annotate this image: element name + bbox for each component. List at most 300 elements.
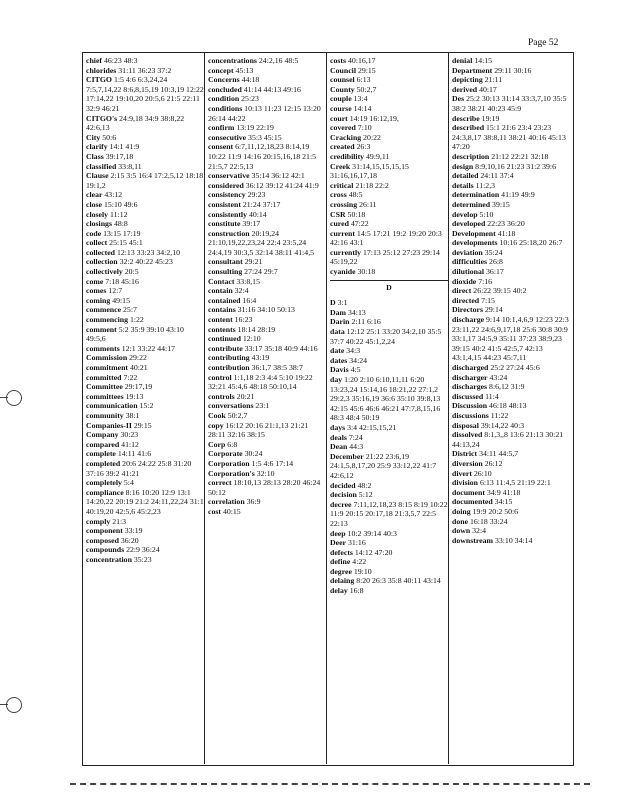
index-term: Dean (330, 442, 348, 452)
index-entry (208, 421, 326, 440)
index-term: doing (452, 506, 471, 516)
index-term: detailed (452, 171, 479, 181)
index-entry (86, 267, 204, 277)
index-entry (86, 277, 204, 287)
index-entry (330, 298, 448, 308)
index-refs: 19:19 (479, 113, 500, 123)
index-entry (208, 171, 326, 181)
index-term: depicting (452, 75, 483, 85)
index-refs: 33:8,11 (116, 161, 142, 171)
index-entry (86, 421, 204, 431)
index-refs: 36:20 (118, 535, 139, 545)
index-term: compliance (86, 487, 124, 497)
index-term: Companies-II (86, 420, 132, 430)
index-term: chlorides (86, 65, 117, 75)
index-refs: 1:20 2:10 6:10,11,11 6:20 13:23,24 15:14,16 18:21,22 27:1,2 29:2,3 35:16,19 36:6 35:10 39:8,13 42:15 45:6 46:6 46:21 47:7,8,15,16 48:3 48:4 50:19 (330, 375, 441, 423)
index-term: discharges (452, 382, 488, 392)
index-entry (86, 248, 204, 258)
index-refs: 46:23 48:3 (102, 56, 138, 65)
index-entry (86, 536, 204, 546)
index-entry (330, 356, 448, 366)
index-refs: 19:10 (351, 566, 372, 576)
index-refs: 48:8 (112, 219, 128, 229)
index-refs: 5:12 (356, 490, 373, 500)
index-entry (330, 190, 448, 200)
index-refs: 48:5 (346, 190, 363, 200)
index-entry (330, 85, 448, 95)
index-refs: 34:9 41:18 (484, 487, 521, 497)
index-term: diversion (452, 458, 483, 468)
index-refs: 26:12 (482, 458, 503, 468)
index-entry (208, 497, 326, 507)
index-term: Class (86, 151, 104, 161)
index-refs: 38:1 (123, 410, 140, 420)
index-refs: 20:19,24 21:10,19,22,23,24 22:4 23:5,24 24:4,19 30:3,5 32:14 38:11 41:4,5 (208, 228, 315, 257)
index-entry (452, 56, 570, 66)
index-term: define (330, 557, 351, 567)
index-entry (330, 267, 448, 277)
index-refs: 22:23 36:20 (485, 219, 525, 229)
index-entry (86, 152, 204, 162)
index-entry (208, 200, 326, 210)
index-refs: 30:18 (355, 267, 376, 277)
index-term: contain (208, 286, 233, 296)
index-term: decree (330, 499, 352, 509)
index-refs: 31:14,15,15,15,15 31:16,16,17,18 (330, 161, 409, 181)
index-entry (86, 171, 204, 190)
index-entry (208, 411, 326, 421)
index-entry (452, 449, 570, 459)
index-term: contains (208, 305, 236, 315)
index-term: correct (208, 478, 232, 488)
index-term: days (330, 422, 346, 432)
index-entry (452, 94, 570, 113)
index-entry (208, 181, 326, 191)
index-refs: 20:6 24:22 25:8 31:20 37:16 39:2 41:21 (86, 458, 192, 478)
index-refs: 10:2 39:14 40:3 (345, 528, 397, 538)
index-refs: 14:19 16:12,19, (347, 113, 399, 123)
index-term: Council (330, 65, 356, 75)
index-term: document (452, 487, 485, 497)
index-entry (330, 500, 448, 529)
index-refs: 14:15 (472, 56, 493, 65)
index-refs: 40:15 (221, 506, 241, 516)
index-entry (330, 219, 448, 229)
index-entry (208, 229, 326, 258)
index-entry (330, 433, 448, 443)
index-refs: 26:11 (357, 199, 377, 209)
index-term: Corporate (208, 449, 243, 459)
index-term: closings (86, 219, 112, 229)
index-entry (86, 315, 204, 325)
index-entry (330, 66, 448, 76)
index-term: contribution (208, 363, 250, 372)
index-term: component (86, 526, 123, 536)
index-entry (330, 200, 448, 210)
index-term: contributing (208, 353, 250, 363)
index-entry (86, 478, 204, 488)
index-entry (330, 94, 448, 104)
index-term: developments (452, 238, 498, 248)
index-refs: 10:13 11:23 12:15 13:20 26:14 44:22 (208, 103, 321, 123)
index-entry (208, 123, 326, 133)
index-refs: 46:18 48:13 (487, 401, 527, 411)
index-term: condition (208, 94, 240, 104)
index-entry (86, 344, 204, 354)
index-term: Corporation (208, 458, 250, 468)
index-refs: 5:2 35:9 39:10 43:10 49:5,6 (86, 324, 184, 344)
index-refs: 50:6 (100, 132, 117, 142)
index-entry (330, 152, 448, 162)
index-term: Dam (330, 307, 347, 317)
index-refs: 36:17 (484, 267, 504, 277)
index-entry (208, 75, 326, 85)
index-entry (330, 327, 448, 346)
index-refs: 20:22 (361, 132, 381, 142)
index-term: Creek (330, 161, 351, 171)
index-entry (86, 430, 204, 440)
index-term: Cook (208, 410, 226, 420)
index-entry (208, 56, 326, 66)
index-entry (86, 200, 204, 210)
index-refs: 48:2 (355, 480, 372, 490)
index-entry (208, 315, 326, 325)
index-term: complete (86, 449, 116, 459)
index-term: division (452, 478, 479, 488)
index-term: consulting (208, 267, 243, 277)
index-refs: 10:16 25:18,20 26:7 (497, 238, 563, 248)
index-term: confirm (208, 123, 235, 133)
index-entry (452, 363, 570, 373)
index-refs: 19:13 (123, 391, 144, 401)
index-refs: 25:2 30:13 31:14 33:3,7,10 35:5 38:2 38:21 40:23 45:9 (452, 94, 567, 113)
index-entry (208, 305, 326, 315)
index-entry (330, 162, 448, 181)
index-refs: 14:1 41:9 (107, 142, 140, 152)
index-entry (330, 423, 448, 433)
index-entry (330, 548, 448, 558)
index-entry (452, 507, 570, 517)
index-entry (452, 315, 570, 363)
index-term: cross (330, 190, 347, 200)
index-refs: 25:23 (239, 94, 259, 104)
column-divider (326, 52, 327, 764)
index-term: close (86, 199, 103, 209)
index-refs: 13:15 17:19 (101, 228, 141, 238)
index-refs: 50:2,7 (225, 410, 248, 420)
index-term: compounds (86, 545, 125, 555)
index-refs: 7:10 (355, 123, 372, 133)
index-term: Deer (330, 538, 347, 548)
index-term: Corp (208, 439, 226, 449)
index-entry (208, 459, 326, 469)
index-entry (86, 133, 204, 143)
index-entry (208, 85, 326, 95)
index-entry (452, 123, 570, 152)
index-refs: 34:11 44:5,7 (477, 449, 519, 459)
index-term: clear (86, 190, 103, 200)
index-entry (86, 305, 204, 315)
index-entry (330, 442, 448, 452)
index-entry (208, 449, 326, 459)
index-term: control (208, 372, 232, 382)
index-term: description (452, 151, 490, 161)
index-term: conservative (208, 171, 250, 181)
index-refs: 24:2,16 48:5 (256, 56, 299, 65)
index-term: construction (208, 228, 250, 238)
index-term: described (452, 123, 485, 133)
index-refs: 5:4 (121, 478, 134, 488)
index-entry (452, 382, 570, 392)
index-term: downstream (452, 535, 494, 545)
index-entry (330, 529, 448, 539)
index-term: done (452, 516, 469, 526)
index-term: Cracking (330, 132, 362, 142)
hole-punch (6, 390, 22, 406)
index-term: describe (452, 113, 480, 123)
index-refs: 18:10,13 28:13 28:20 46:24 50:12 (208, 478, 321, 497)
index-refs: 36:9 (244, 497, 261, 507)
index-refs: 33:8,15 (234, 276, 260, 286)
index-entry (452, 411, 570, 421)
index-term: defects (330, 547, 353, 557)
index-refs: 43:12 (102, 190, 123, 200)
index-term: derived (452, 84, 478, 94)
index-term: Commission (86, 353, 128, 363)
index-term: December (330, 451, 364, 461)
index-entry (86, 555, 204, 565)
index-term: discharger (452, 372, 488, 382)
index-entry (208, 142, 326, 171)
index-entry (208, 277, 326, 287)
index-entry (330, 142, 448, 152)
index-entry (86, 257, 204, 267)
index-term: discussions (452, 410, 489, 420)
index-term: discharged (452, 363, 489, 372)
index-term: discussed (452, 391, 484, 401)
index-refs: 7:24 (346, 432, 363, 442)
index-term: Contact (208, 276, 235, 286)
index-refs: 29:11 30:16 (492, 65, 532, 75)
index-term: content (208, 315, 233, 325)
index-term: dilutional (452, 267, 485, 277)
index-entry (208, 353, 326, 363)
index-entry (452, 190, 570, 200)
index-entry (208, 344, 326, 354)
index-entry (452, 401, 570, 411)
index-refs: 21:11 (482, 75, 503, 85)
index-column-4 (452, 56, 570, 758)
index-entry (208, 507, 326, 517)
index-refs: 39:14,22 40:3 (478, 420, 525, 430)
index-refs: 15:1 21:6 23:4 23:23 24:3,8,17 38:8,11 38:21 40:16 45:13 47:20 (452, 123, 566, 152)
index-refs: 8:1,3,,8 13:6 21:13 30:21 44:13,24 (452, 430, 564, 449)
index-term: commencing (86, 315, 129, 325)
index-refs: 50:2,7 (354, 84, 377, 94)
index-refs: 14:5 17:21 19:2 19:20 20:3 42:16 43:1 (330, 228, 442, 248)
index-term: Clause (86, 171, 109, 181)
index-refs: 23:1 (253, 401, 270, 411)
index-entry (452, 286, 570, 296)
index-entry (452, 152, 570, 162)
index-refs: 25:7 (121, 305, 137, 315)
index-refs: 41:14 44:13 49:16 (241, 84, 301, 94)
index-entry (86, 229, 204, 239)
index-entry (330, 481, 448, 491)
index-refs: 4:22 (350, 557, 367, 567)
index-entry (452, 296, 570, 306)
index-term: Department (452, 65, 493, 75)
index-entry (208, 133, 326, 143)
index-entry (86, 382, 204, 392)
index-term: commence (86, 305, 122, 315)
index-term: degree (330, 566, 352, 576)
index-entry (86, 238, 204, 248)
index-term: court (330, 113, 348, 123)
index-refs: 13:4 (351, 94, 368, 104)
index-refs: 14:14 (351, 103, 372, 113)
index-term: controls (208, 391, 235, 401)
index-refs: 40:17 (477, 84, 497, 94)
index-term: continued (208, 334, 241, 344)
index-entry (330, 567, 448, 577)
index-refs: 32:2 40:22 45:23 (117, 257, 173, 267)
index-term: conditions (208, 103, 243, 113)
index-entry (452, 257, 570, 267)
index-refs: 16:12 20:16 21:1,13 21:21 28:11 32:16 38:15 (208, 420, 309, 440)
index-entry (208, 469, 326, 479)
index-refs: 7:16 (476, 276, 493, 286)
index-entry (86, 162, 204, 172)
index-entry (330, 576, 448, 586)
index-refs: 21:3 (110, 516, 127, 526)
index-entry (330, 123, 448, 133)
index-entry (86, 449, 204, 459)
index-term: cost (208, 506, 221, 516)
index-entry (208, 478, 326, 497)
index-refs: 39:15 (490, 199, 510, 209)
index-refs: 6:7,11,12,18,23 8:14,19 10:22 11:9 14:16 20:15,16,18 21:5 21:5,7 22:5,13 (208, 142, 317, 171)
index-entry (330, 375, 448, 423)
index-entry (452, 267, 570, 277)
index-refs: 34:3 (344, 346, 361, 356)
index-entry (208, 401, 326, 411)
margin-tick (0, 704, 8, 705)
index-refs: 12:13 33:23 34:2,10 (115, 247, 180, 257)
index-refs: 5:10 (477, 209, 494, 219)
index-refs: 7:11,12,18,23 8:15 8:19 10:22 11:9 20:15 20:17,18 21:3,5,7 22:5 22:13 (330, 499, 448, 528)
index-term: covered (330, 123, 356, 133)
index-term: current (330, 228, 355, 238)
index-term: code (86, 228, 102, 238)
index-entry (330, 586, 448, 596)
index-term: classified (86, 161, 117, 171)
index-entry (330, 346, 448, 356)
index-refs: 14:12 47:20 (352, 547, 393, 557)
index-refs: 25:2 27:24 45:6 (488, 363, 540, 372)
index-refs: 34:24 (347, 355, 368, 365)
index-term: community (86, 410, 124, 420)
index-refs: 44:3 (347, 442, 364, 452)
index-term: down (452, 526, 471, 536)
index-term: documented (452, 497, 493, 507)
index-term: credibility (330, 151, 365, 161)
index-entry (86, 75, 204, 113)
bottom-rule (70, 783, 590, 787)
index-refs: 14:11 41:6 (115, 449, 152, 459)
index-entry (330, 229, 448, 248)
index-refs: 16:8 (347, 586, 364, 596)
index-entry (208, 94, 326, 104)
index-term: conversations (208, 401, 254, 411)
index-entry (452, 392, 570, 402)
index-refs: 6:8 (225, 439, 238, 449)
column-divider (204, 52, 205, 764)
index-refs: 29:15 (356, 65, 376, 75)
index-refs: 3:4 42:15,15,21 (345, 422, 397, 432)
index-entry (208, 267, 326, 277)
index-refs: 41:19 49:9 (499, 190, 535, 200)
index-entry (86, 401, 204, 411)
index-term: contribute (208, 343, 243, 353)
index-term: delay (330, 586, 348, 596)
index-refs: 4:5 (348, 365, 361, 375)
index-entry (330, 490, 448, 500)
index-term: concentrations (208, 56, 257, 65)
index-refs: 29:21 (242, 257, 263, 267)
index-entry (452, 114, 570, 124)
index-term: develop (452, 209, 478, 219)
index-term: disposal (452, 420, 479, 430)
index-entry (86, 325, 204, 344)
index-entry (86, 66, 204, 76)
index-entry (452, 430, 570, 449)
index-refs: 47:22 (348, 219, 369, 229)
index-refs: 44:18 (239, 75, 260, 85)
index-term: CSR (330, 209, 346, 219)
index-entry (452, 238, 570, 248)
index-refs: 7:22 (121, 372, 138, 382)
index-term: consistent (208, 199, 241, 209)
index-term: discharge (452, 315, 485, 325)
index-refs: 1:5 4:6 6:3,24,24 7:5,7,14,22 8:6,8,15,19 10:3,19 12:22 17:14,22 19:10,20 20:5,6 21:5 22:11 32:9 46:21 (86, 75, 204, 113)
index-refs: 8:9,10,16 21:23 31:2 39:6 (473, 161, 556, 171)
index-refs: 16:18 33:24 (468, 516, 508, 526)
index-refs: 32:4 (232, 286, 249, 296)
index-refs: 12:12 25:1 33:20 34:2,10 35:5 37:7 40:22 45:1,2,24 (330, 327, 442, 346)
index-refs: 11:22 (488, 410, 509, 420)
index-term: costs (330, 56, 347, 65)
index-term: chief (86, 56, 103, 65)
section-letter: D (330, 280, 448, 293)
index-refs: 29:23 (245, 190, 266, 200)
index-term: District (452, 449, 478, 459)
index-entry (452, 210, 570, 220)
index-refs: 29:22 (127, 353, 147, 363)
index-term: closely (86, 209, 109, 219)
index-term: direct (452, 286, 472, 296)
index-term: consultant (208, 257, 243, 267)
index-refs: 39:17 (240, 219, 261, 229)
index-term: Committee (86, 382, 123, 392)
index-term: Discussion (452, 401, 488, 411)
index-term: contained (208, 295, 241, 305)
index-term: Davis (330, 365, 349, 375)
index-term: Directors (452, 305, 484, 315)
index-refs: 6:13 (354, 75, 371, 85)
index-refs: 35:24 (482, 247, 503, 257)
index-refs: 11:4 (483, 391, 499, 401)
